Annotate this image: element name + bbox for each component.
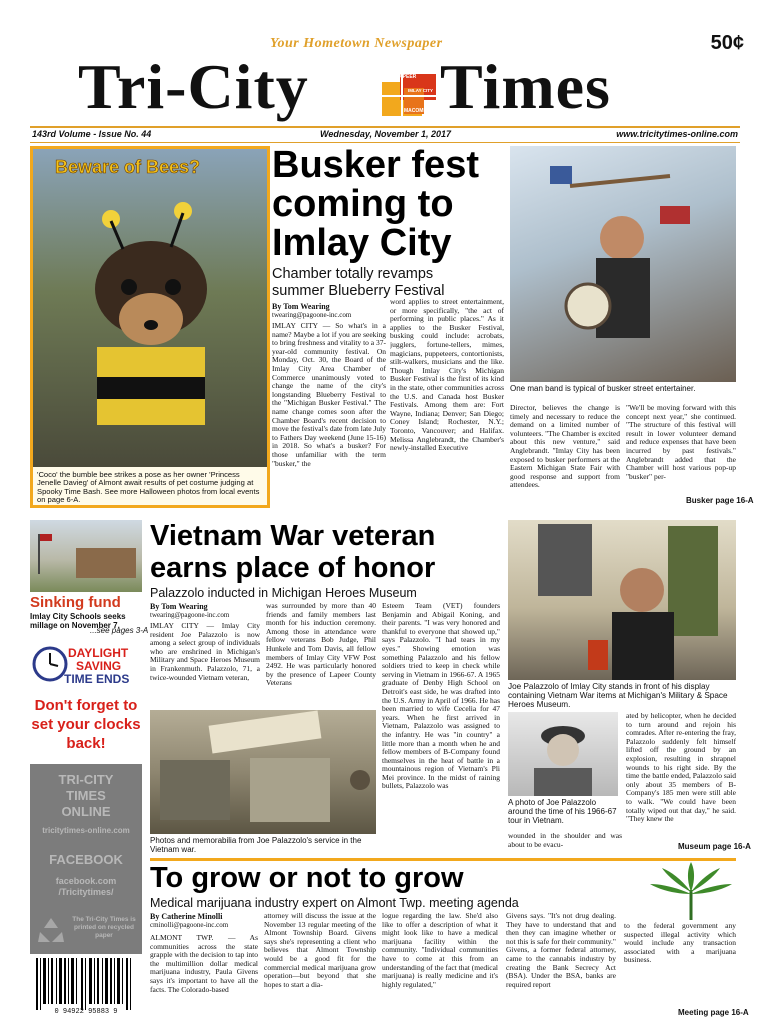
dst-badge — [30, 642, 142, 694]
clock-icon — [32, 646, 68, 682]
busker-headline-line-1: Busker fest — [272, 144, 479, 186]
busker-col-3: Director, believes the change is timely and necessary to reduce the demand on a limited number of volunteers. "The Chamber is excited about this new venture," said Anglebrandt. "Imlay City has been exposed to busker performers at the Eastern Michigan State Fair with good response and support from attendees. — [510, 404, 620, 490]
busker-email[interactable]: twearing@pagoone-inc.com — [272, 311, 352, 319]
busker-byline: By Tom Wearing — [272, 302, 330, 311]
busker-subhead — [272, 266, 504, 300]
grow-byline: By Catherine Minolli — [150, 912, 223, 921]
one-man-band-illustration-icon — [510, 146, 736, 382]
website-link[interactable]: www.tricitytimes-online.com — [616, 129, 738, 139]
barcode — [30, 954, 142, 1022]
vietnam-subhead: Palazzolo inducted in Michigan Heroes Museum — [150, 586, 417, 600]
online-title-line-1: TRI-CITY — [58, 772, 114, 787]
logo-label-imlay: IMLAY CITY — [408, 88, 434, 93]
school-building-icon — [30, 520, 142, 592]
busker-headline-line-2: coming to — [272, 183, 454, 225]
busker-subhead-line-1: Chamber totally revamps — [272, 266, 434, 282]
vietnam-col-5: ated by helicopter, when he decided to turn around and rejoin his comrades. After re-entering the fray, Palazzolo suddenly felt himself lifted off the ground by an explosion, resulting in shrapnel wounds to his right side. By the time the battle ended, Palazzolo said only about 35 members of B-Company's 185 men were still able to walk. "We could have been totally wiped out that day," he said. "They knew the — [626, 712, 736, 824]
one-man-band-caption: One man band is typical of busker street entertainer. — [510, 384, 696, 393]
soldier-portrait-icon — [508, 712, 618, 796]
tagline: Your Hometown Newspaper — [270, 36, 443, 51]
vietnam-col-4: wounded in the shoulder and was about to be evacu- — [508, 832, 622, 849]
dst-line-1: DAYLIGHT — [68, 646, 129, 660]
masthead-title-left: Tri-City — [78, 51, 309, 122]
vietnam-headline-line-1: Vietnam War veteran — [150, 520, 436, 552]
facebook-url[interactable]: facebook.com /Tricitytimes/ — [55, 876, 117, 897]
logo-label-lapeer: LAPEER — [396, 74, 417, 80]
grow-col-1: ALMONT TWP. — As communities across the state grapple with the decision to tap into the multimillion dollar medical marijuana industry, Paula Givens says it's important to have all the facts. The Colorado-based — [150, 934, 258, 994]
online-panel — [30, 764, 142, 1022]
vietnam-byline: By Tom Wearing — [150, 602, 208, 611]
volume-issue: 143rd Volume - Issue No. 44 — [32, 129, 152, 139]
online-url[interactable]: tricitytimes-online.com — [42, 826, 130, 835]
barcode-icon — [36, 958, 136, 1010]
memorabilia-caption: Photos and memorabilia from Joe Palazzolo's service in the Vietnam war. — [150, 836, 362, 854]
vietnam-col-2: was surrounded by more than 40 friends and family members last month for his induction ceremony. Among those in attendance were fellow veterans Bob Judge, Phil Hunkele and Tom Davis, all fellow members of Imlay City VFW Post 2492. He was particularly honored by the presence of Lapeer County Veterans — [266, 602, 376, 688]
one-man-band-photo — [510, 146, 736, 382]
vietnam-email[interactable]: twearing@pagoone-inc.com — [150, 611, 230, 619]
palazzolo-portrait-photo — [508, 712, 618, 796]
vietnam-headline-line-2: earns place of honor — [150, 552, 436, 584]
palazzolo-portrait-caption: A photo of Joe Palazzolo around the time of his 1966-67 tour in Vietnam. — [508, 798, 617, 825]
grow-col-3: logue regarding the law. She'd also like to offer a description of what it might look like to have a medical marijuana facility within the community. "Individual communities have to come at this from an understanding of the fact that (medical marijuana) is really medicine and it's highly regulated," — [382, 912, 498, 989]
grow-jump[interactable]: Meeting page 16-A — [678, 1008, 749, 1017]
vietnam-headline — [150, 520, 435, 584]
busker-col-1: IMLAY CITY — So what's in a name? Maybe a lot if you are seeking to bring freshness and vitality to a 37-year-old community festival. On Monday, Oct. 30, the Board of the Imlay City Area Chamber of Commerce unanimously voted to change the name of the city's longstanding Blueberry Festival to the "Michigan Busker Festival." The name change comes soon after the Chamber Board's recent decision to move the festival's date from late July to Fathers Day weekend (June 15-16) in 2018. So what's a busker? For those unfamiliar with the term "busker," the — [272, 322, 386, 468]
tri-city-logo-icon — [382, 72, 438, 118]
masthead-title-right: Times — [440, 51, 611, 122]
bee-dog-photo — [33, 149, 267, 467]
recycle-note: The Tri-City Times is printed on recycled paper — [72, 916, 136, 939]
busker-headline-line-3: Imlay City — [272, 222, 452, 264]
sinking-fund-text: Imlay City Schools seeks millage on November 7, — [30, 612, 126, 630]
bees-title: Beware of Bees? — [55, 157, 201, 177]
vietnam-jump[interactable]: Museum page 16-A — [678, 842, 751, 851]
bees-caption: 'Coco' the bumble bee strikes a pose as her owner 'Princess Jenelle Davieg' of Almont await results of pet costume judging at Spooky Time Bash. See more Halloween photos from local events on page 6-A. — [37, 470, 260, 505]
sinking-fund-title: Sinking fund — [30, 594, 121, 611]
palazzolo-display-illustration-icon — [508, 520, 736, 680]
grow-col-4: Givens says. "It's not drug dealing. They have to understand that and then they can imagine whether or not this is safe for their community." Givens, a former federal attorney, came to the cannabis industry by creating the Bank Secrecy Act (BSA). Under the BSA, banks are required report — [506, 912, 616, 989]
online-title-line-2: TIMES — [66, 788, 106, 803]
busker-col-4: "We'll be moving forward with this concept next year," she continued. "The structure of this festival will result in lower volunteer demand and reduce expenses that have been incurred by past festivals." Anglebrandt added that the Chamber will host various pop-up "busker" per- — [626, 404, 736, 481]
busker-jump[interactable]: Busker page 16-A — [686, 496, 754, 505]
facebook-title: FACEBOOK — [49, 852, 123, 867]
online-title-line-3: ONLINE — [61, 804, 111, 819]
vietnam-col-3: Esteem Team (VET) founders Benjamin and Abigail Koning, and their parents. "I was very honored and thankful to everyone that showed up," says Palazzolo. "I had tears in my eyes." Showing emotion was something Palazzolo and his fellow soldiers tried to keep in check while serving in Vietnam in 1966-67. A 1965 graduate of Denby High School on Detroit's east side, he was drafted into the U.S. Army in April of 1966. He has been married to wife Cecelia for 47 years. When he first arrived in Vietnam, Palazzolo was assigned to the infantry. He was "in country" a little more than a month when he and fellow members of B-Company found themselves in the heat of battle in a mountainous region of Vietnam's Pli Mei province. In the midst of raining bullets, Palazzolo was — [382, 602, 500, 791]
grow-headline: To grow or not to grow — [150, 862, 464, 894]
masthead-metabar — [30, 126, 740, 143]
busker-subhead-line-2: summer Blueberry Festival — [272, 283, 445, 299]
recycle-icon — [36, 916, 66, 944]
sinking-fund-see[interactable]: ...see pages 3-A — [90, 626, 149, 635]
grow-col-2: attorney will discuss the issue at the November 13 regular meeting of the Almont Township Board. Givens says she's representing a client who believes that Almont Township would be a good fit for the commercial medical marijuana grow operation—but beyond that she hopes to start a dia- — [264, 912, 376, 989]
price: 50¢ — [710, 32, 744, 54]
online-title — [30, 772, 142, 820]
barcode-number: 0 94922 95883 9 — [54, 1008, 118, 1016]
bees-feature — [30, 146, 270, 508]
grow-email[interactable]: cminolli@pagoone-inc.com — [150, 921, 229, 929]
grow-col-5: to the federal government any suspected illegal activity which would include any transaction associated with a marijuana business. — [624, 922, 736, 965]
logo-label-macomb: MACOMB — [404, 108, 428, 114]
palazzolo-display-caption: Joe Palazzolo of Imlay City stands in front of his display containing Vietnam War items at Michigan's Military & Space Heroes Museum. — [508, 682, 728, 709]
cannabis-leaf-icon — [646, 860, 736, 922]
memorabilia-photo — [150, 710, 376, 834]
vietnam-col-1: IMLAY CITY — Imlay City resident Joe Palazzolo is now among a select group of individuals who are enshrined in Michigan's Military and Space Heroes Museum in Frankenmuth. Palazzolo, 71, a twice-wounded Vietnam veteran, — [150, 622, 260, 682]
palazzolo-display-photo — [508, 520, 736, 680]
busker-headline — [272, 146, 479, 263]
issue-date: Wednesday, November 1, 2017 — [320, 129, 452, 139]
dst-text: Don't forget to set your clocks back! — [31, 697, 141, 752]
memorabilia-illustration-icon — [150, 710, 376, 834]
grow-subhead: Medical marijuana industry expert on Almont Twp. meeting agenda — [150, 896, 519, 910]
dst-line-2: SAVING — [76, 659, 122, 673]
busker-col-2: word applies to street entertainment, or more specifically, "the act of performing in public places." As it applies to the Busker Festival, busking could include: acrobats, jugglers, fortune-tellers, mimes, magicians, puppeteers, contortionists, stilt-walkers, musicians and the like. Though Imlay City's Michigan Busker Festival is the first of its kind in the state, other communities across the U.S. and Canada host Busker Festivals. Among them are: Fort Wayne, Indiana; Denver; San Diego; Coney Island; Rochester, N.Y.; Toronto, Vancouver; and Halifax. Melissa Anglebrandt, the Chamber's newly-installed Executive — [390, 298, 504, 453]
dst-line-3: TIME ENDS — [64, 672, 130, 686]
school-photo — [30, 520, 142, 592]
bee-dog-illustration-icon — [33, 149, 267, 467]
